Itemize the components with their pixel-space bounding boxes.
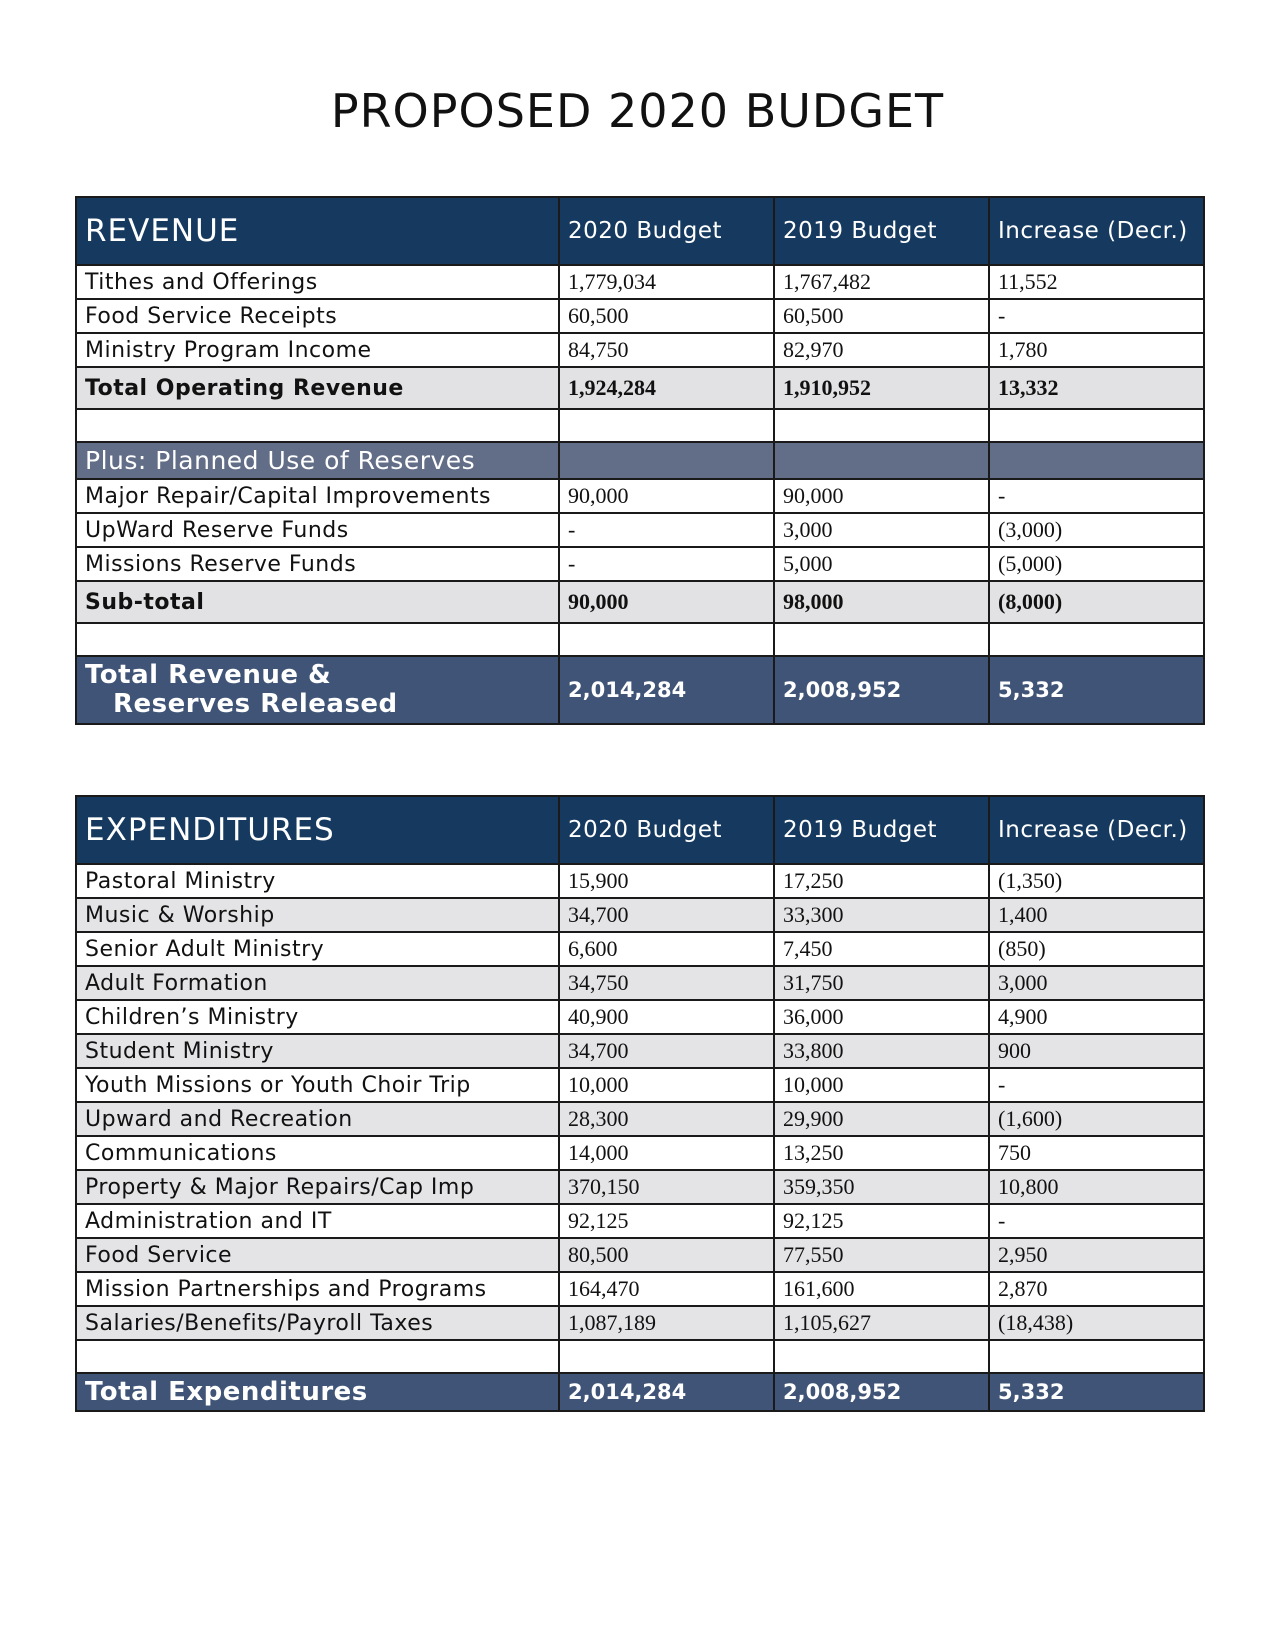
- row-label: Food Service Receipts: [76, 299, 559, 333]
- table-row: [76, 479, 1204, 513]
- subtotal-row: [76, 581, 1204, 623]
- value-change: -: [989, 299, 1204, 333]
- value-2020: 370,150: [559, 1170, 774, 1204]
- value-2020: 1,924,284: [559, 367, 774, 409]
- value-change: -: [989, 1204, 1204, 1238]
- table-row: [76, 1204, 1204, 1238]
- value-change: 3,000: [989, 966, 1204, 1000]
- expenditures-body: [76, 864, 1204, 1340]
- value-2020: -: [559, 547, 774, 581]
- value-2019: 161,600: [774, 1272, 989, 1306]
- value-change: 2,870: [989, 1272, 1204, 1306]
- table-row: [76, 1068, 1204, 1102]
- value-2019: 10,000: [774, 1068, 989, 1102]
- empty-cell: [559, 1340, 774, 1373]
- value-change: 900: [989, 1034, 1204, 1068]
- table-row: [76, 265, 1204, 299]
- value-2020: 34,700: [559, 1034, 774, 1068]
- table-row: [76, 864, 1204, 898]
- empty-cell: [774, 1340, 989, 1373]
- value-2019: 33,300: [774, 898, 989, 932]
- value-change: (3,000): [989, 513, 1204, 547]
- value-2020: 164,470: [559, 1272, 774, 1306]
- value-2019: 17,250: [774, 864, 989, 898]
- empty-cell: [774, 409, 989, 442]
- page-title: PROPOSED 2020 BUDGET: [330, 84, 945, 138]
- empty-cell: [989, 442, 1204, 479]
- empty-cell: [989, 623, 1204, 656]
- value-2019: 29,900: [774, 1102, 989, 1136]
- row-label: Adult Formation: [76, 966, 559, 1000]
- value-2019: 77,550: [774, 1238, 989, 1272]
- row-label: Food Service: [76, 1238, 559, 1272]
- empty-cell: [76, 623, 559, 656]
- value-2019: 98,000: [774, 581, 989, 623]
- value-2020: 90,000: [559, 479, 774, 513]
- spacer-row: [76, 1340, 1204, 1373]
- row-label: Mission Partnerships and Programs: [76, 1272, 559, 1306]
- value-2020: 80,500: [559, 1238, 774, 1272]
- table-row: [76, 1238, 1204, 1272]
- empty-cell: [774, 442, 989, 479]
- value-change: 2,950: [989, 1238, 1204, 1272]
- value-2020: 2,014,284: [559, 1373, 774, 1411]
- value-change: 1,400: [989, 898, 1204, 932]
- row-label: Property & Major Repairs/Cap Imp: [76, 1170, 559, 1204]
- expenditures-table: [75, 795, 1205, 1412]
- value-2020: 10,000: [559, 1068, 774, 1102]
- value-2019: 2,008,952: [774, 656, 989, 724]
- value-2020: 1,779,034: [559, 265, 774, 299]
- revenue-section-title: REVENUE: [76, 197, 559, 265]
- row-label: Pastoral Ministry: [76, 864, 559, 898]
- total-operating-revenue-row: [76, 367, 1204, 409]
- value-2020: 34,750: [559, 966, 774, 1000]
- value-2019: 82,970: [774, 333, 989, 367]
- table-row: [76, 932, 1204, 966]
- row-label: Senior Adult Ministry: [76, 932, 559, 966]
- value-change: (8,000): [989, 581, 1204, 623]
- empty-cell: [76, 409, 559, 442]
- column-header-2020: 2020 Budget: [559, 197, 774, 265]
- table-row: [76, 1000, 1204, 1034]
- value-2020: 15,900: [559, 864, 774, 898]
- total-revenue-row: [76, 656, 1204, 724]
- table-row: [76, 333, 1204, 367]
- spacer-row: [76, 623, 1204, 656]
- value-2020: 84,750: [559, 333, 774, 367]
- empty-cell: [559, 623, 774, 656]
- value-2019: 31,750: [774, 966, 989, 1000]
- value-change: 4,900: [989, 1000, 1204, 1034]
- value-change: -: [989, 479, 1204, 513]
- value-change: 11,552: [989, 265, 1204, 299]
- column-header-2019: 2019 Budget: [774, 796, 989, 864]
- value-change: 5,332: [989, 656, 1204, 724]
- value-change: (18,438): [989, 1306, 1204, 1340]
- table-row: [76, 1170, 1204, 1204]
- value-2019: 3,000: [774, 513, 989, 547]
- empty-cell: [559, 409, 774, 442]
- value-2019: 90,000: [774, 479, 989, 513]
- table-row: [76, 299, 1204, 333]
- value-2019: 5,000: [774, 547, 989, 581]
- value-2020: 60,500: [559, 299, 774, 333]
- value-change: 10,800: [989, 1170, 1204, 1204]
- table-row: [76, 1034, 1204, 1068]
- column-header-change: Increase (Decr.): [989, 796, 1204, 864]
- value-2020: 1,087,189: [559, 1306, 774, 1340]
- value-2019: 13,250: [774, 1136, 989, 1170]
- value-2020: 34,700: [559, 898, 774, 932]
- value-change: 5,332: [989, 1373, 1204, 1411]
- value-2019: 36,000: [774, 1000, 989, 1034]
- reserves-heading: Plus: Planned Use of Reserves: [76, 442, 559, 479]
- value-change: (1,350): [989, 864, 1204, 898]
- table-row: [76, 1306, 1204, 1340]
- revenue-header-row: [76, 197, 1204, 265]
- value-2020: 40,900: [559, 1000, 774, 1034]
- table-row: [76, 1102, 1204, 1136]
- value-2019: 7,450: [774, 932, 989, 966]
- row-label: Tithes and Offerings: [76, 265, 559, 299]
- total-expenditures-row: [76, 1373, 1204, 1411]
- row-label: Children’s Ministry: [76, 1000, 559, 1034]
- expenditures-section-title: EXPENDITURES: [76, 796, 559, 864]
- value-2020: 14,000: [559, 1136, 774, 1170]
- revenue-table: [75, 196, 1205, 725]
- row-label: Student Ministry: [76, 1034, 559, 1068]
- value-2019: 359,350: [774, 1170, 989, 1204]
- value-2020: -: [559, 513, 774, 547]
- value-change: -: [989, 1068, 1204, 1102]
- value-change: 1,780: [989, 333, 1204, 367]
- value-2020: 2,014,284: [559, 656, 774, 724]
- reserves-heading-row: [76, 442, 1204, 479]
- table-row: [76, 513, 1204, 547]
- table-row: [76, 966, 1204, 1000]
- row-label: Communications: [76, 1136, 559, 1170]
- expenditures-header-row: [76, 796, 1204, 864]
- value-change: 13,332: [989, 367, 1204, 409]
- value-change: (1,600): [989, 1102, 1204, 1136]
- value-change: (5,000): [989, 547, 1204, 581]
- value-2019: 92,125: [774, 1204, 989, 1238]
- value-2019: 1,910,952: [774, 367, 989, 409]
- row-label: Administration and IT: [76, 1204, 559, 1238]
- row-label: Sub-total: [76, 581, 559, 623]
- label-line-1: Total Revenue &: [85, 660, 332, 690]
- table-row: [76, 898, 1204, 932]
- table-row: [76, 1136, 1204, 1170]
- row-label: Salaries/Benefits/Payroll Taxes: [76, 1306, 559, 1340]
- empty-cell: [989, 409, 1204, 442]
- value-2020: 92,125: [559, 1204, 774, 1238]
- value-2019: 60,500: [774, 299, 989, 333]
- table-row: [76, 1272, 1204, 1306]
- empty-cell: [989, 1340, 1204, 1373]
- empty-cell: [774, 623, 989, 656]
- row-label: Ministry Program Income: [76, 333, 559, 367]
- column-header-2020: 2020 Budget: [559, 796, 774, 864]
- column-header-2019: 2019 Budget: [774, 197, 989, 265]
- value-2019: 1,767,482: [774, 265, 989, 299]
- row-label: Total Operating Revenue: [76, 367, 559, 409]
- row-label: Total Expenditures: [76, 1373, 559, 1411]
- row-label: Youth Missions or Youth Choir Trip: [76, 1068, 559, 1102]
- value-change: 750: [989, 1136, 1204, 1170]
- value-2020: 90,000: [559, 581, 774, 623]
- row-label: Music & Worship: [76, 898, 559, 932]
- spacer-row: [76, 409, 1204, 442]
- value-2019: 33,800: [774, 1034, 989, 1068]
- row-label: Upward and Recreation: [76, 1102, 559, 1136]
- value-2020: 6,600: [559, 932, 774, 966]
- table-row: [76, 547, 1204, 581]
- row-label: UpWard Reserve Funds: [76, 513, 559, 547]
- empty-cell: [76, 1340, 559, 1373]
- value-2019: 1,105,627: [774, 1306, 989, 1340]
- value-change: (850): [989, 932, 1204, 966]
- label-line-2: Reserves Released: [113, 689, 398, 719]
- total-revenue-label: [76, 656, 559, 724]
- row-label: Major Repair/Capital Improvements: [76, 479, 559, 513]
- empty-cell: [559, 442, 774, 479]
- value-2020: 28,300: [559, 1102, 774, 1136]
- column-header-change: Increase (Decr.): [989, 197, 1204, 265]
- row-label: Missions Reserve Funds: [76, 547, 559, 581]
- value-2019: 2,008,952: [774, 1373, 989, 1411]
